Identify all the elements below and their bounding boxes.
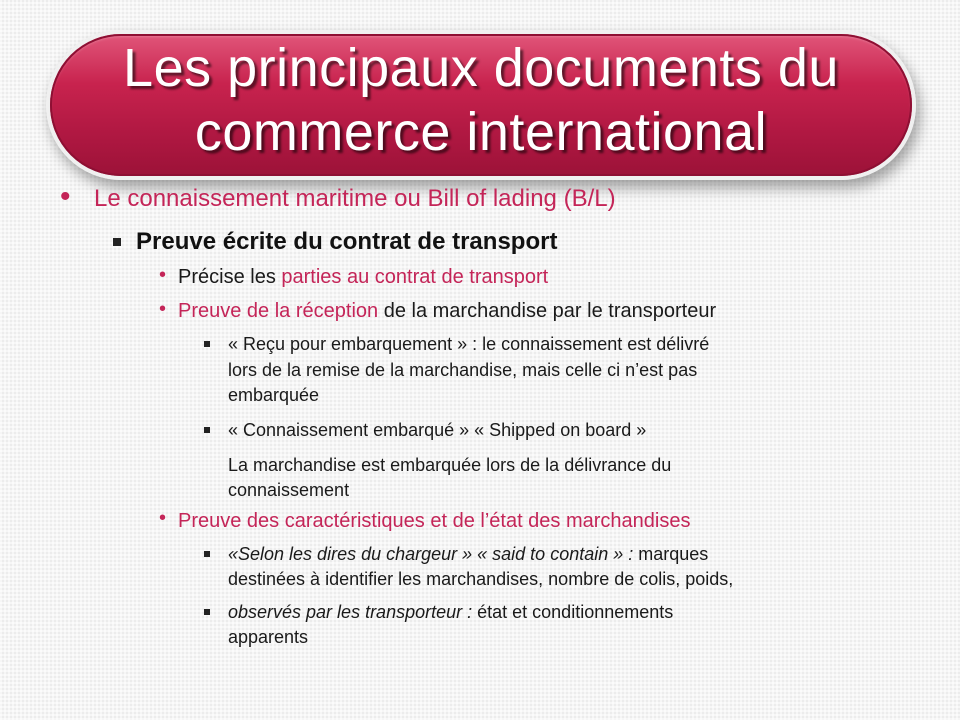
bullet-level4-line: embarquée [228,385,320,405]
bullet-level4-said-to-contain [228,544,708,565]
bullet-level4-line: destinées à identifier les marchandises, nombre de colis, poids, [228,569,734,589]
bullet-level2: Preuve écrite du contrat de transport [136,228,558,255]
bullet-level4-observes [228,602,673,623]
text-highlight: Preuve de la réception [178,300,379,322]
square-bullet-icon [204,341,210,347]
text-normal: marques [633,544,709,564]
bullet-dot-icon: • [60,180,71,213]
bullet-level4-line: apparents [228,627,309,647]
square-bullet-icon [204,551,210,557]
paragraph-line: La marchandise est embarquée lors de la délivrance du [228,455,672,475]
bullet-dot-icon: • [159,264,167,286]
bullet-level3-reception [178,300,716,323]
bullet-level3-parties [178,266,548,289]
text-suffix: de la marchandise par le transporteur [378,300,717,322]
square-bullet-icon [204,609,210,615]
bullet-level1: Le connaissement maritime ou Bill of lading (B/L) [94,185,616,212]
text-italic: observés par les transporteur : [228,602,473,622]
text-italic: «Selon les dires du chargeur » « said to contain » : [228,544,634,564]
slide-title: Les principaux documents du commerce international [123,38,839,162]
paragraph-line: connaissement [228,480,350,500]
bullet-level4-line: « Reçu pour embarquement » : le connaissement est délivré [228,334,710,354]
bullet-level4-line: lors de la remise de la marchandise, mais celle ci n’est pas [228,360,698,380]
text-highlight: parties au contrat de transport [281,266,549,288]
square-bullet-icon [204,427,210,433]
bullet-dot-icon: • [159,507,167,529]
bullet-dot-icon: • [159,298,167,320]
text-normal: état et conditionnements [472,602,674,622]
square-bullet-icon [113,238,121,246]
bullet-level4-shipped: « Connaissement embarqué » « Shipped on board » [228,420,647,440]
text-prefix: Précise les [178,266,282,288]
bullet-level3-caracteristiques: Preuve des caractéristiques et de l’état des marchandises [178,510,691,532]
